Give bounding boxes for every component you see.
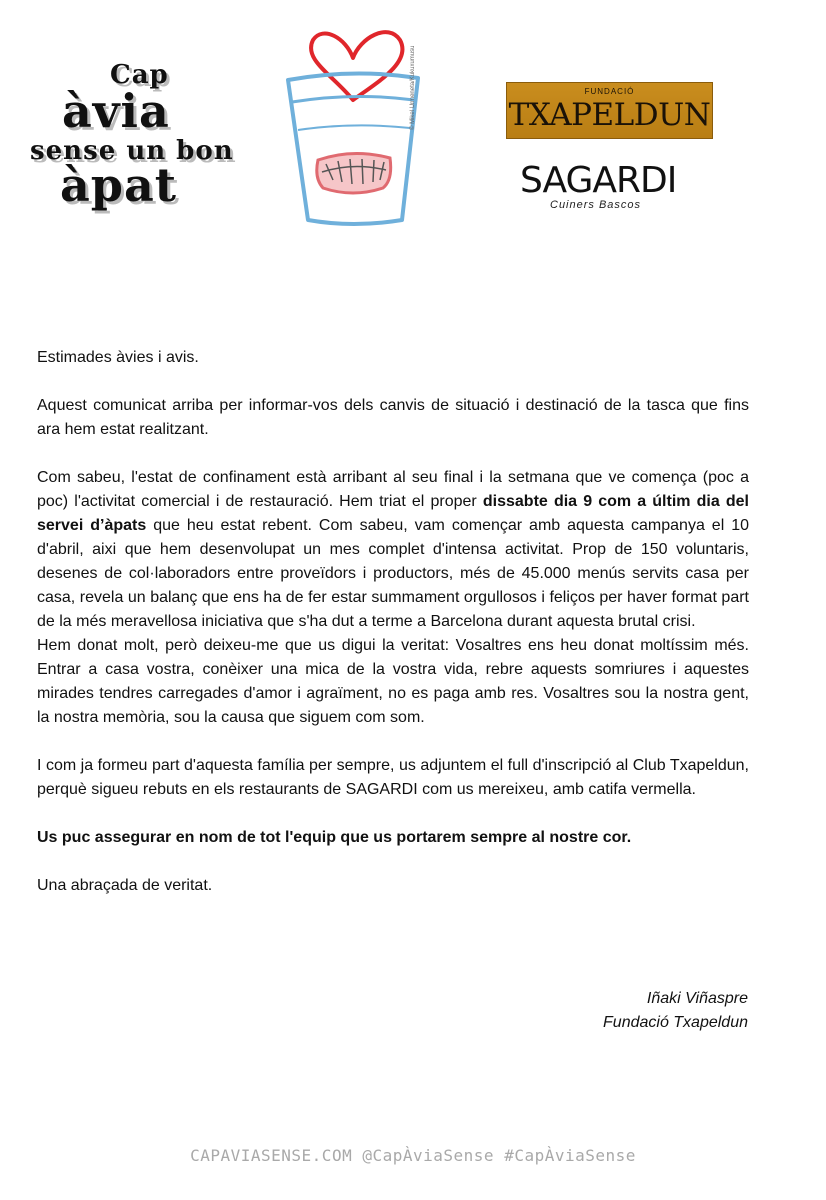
paragraph-intro: Aquest comunicat arriba per informar-vos dels canvis de situació i destinació de la tasca que fins ara hem estat realitzant. xyxy=(37,397,749,438)
paragraph-thanks: Hem donat molt, però deixeu-me que us digui la veritat: Vosaltres ens heu donat moltíssim més. Entrar a casa vostra, conèixer una mica de la vostra vida, rebre aquests somriures i aquestes mirades tendres carregades d'amor i agraïment, no es paga amb res. Vosaltres sou la nostra gent, la nostra memòria, sou la causa que siguem com som. xyxy=(37,637,749,726)
sagardi-logo xyxy=(520,160,695,215)
paragraph-promise xyxy=(37,826,749,850)
letter-header xyxy=(0,0,826,260)
campaign-logo-line: Cap xyxy=(110,60,169,90)
sagardi-logo-main: SAGARDI xyxy=(520,160,677,201)
closing: Una abraçada de veritat. xyxy=(37,877,213,894)
paragraph-end-of-service xyxy=(37,466,749,634)
signature-name: Iñaki Viñaspre xyxy=(646,990,748,1007)
glass-heart-illustration xyxy=(278,30,428,230)
illustration-credit: © Mikel Urmeneta/Kukuxumusu xyxy=(410,45,416,130)
highlighted-date: dissabte dia 9 com a últim dia del servei d’àpats xyxy=(37,493,750,534)
fundacio-txapeldun-logo xyxy=(506,82,713,139)
txapeldun-logo-main: TXAPELDUN xyxy=(508,97,711,133)
greeting: Estimades àvies i avis. xyxy=(37,349,199,366)
campaign-logo-line: àvia xyxy=(62,84,170,138)
heart-icon xyxy=(311,32,402,100)
promise-text: Us puc assegurar en nom de tot l'equip que us portarem sempre al nostre cor. xyxy=(37,829,632,846)
letter-body xyxy=(37,346,749,898)
txapeldun-logo-top: FUNDACIÓ xyxy=(584,87,635,96)
paragraph-text: que heu estat rebent. Com sabeu, vam començar amb aquesta campanya el 10 d'abril, aixi que hem desenvolupat un mes complet d'intensa activitat. Prop de 150 voluntaris, desenes de col·laboradors entre proveïdors i productors, més de 45.000 menús servits casa per casa, revela un balanç que ens ha de fer estar summament orgullosos i feliços per haver format part de la més meravellosa iniciativa que s'ha dut a terme a Barcelona durant aquesta brutal crisi. xyxy=(37,517,750,630)
campaign-logo xyxy=(30,60,270,220)
signature-org: Fundació Txapeldun xyxy=(603,1014,748,1031)
paragraph-club-invite: I com ja formeu part d'aquesta família per sempre, us adjuntem el full d'inscripció al Club Txapeldun, perquè sigueu rebuts en els restaurants de SAGARDI com us mereixeu, amb catifa vermella. xyxy=(37,757,749,798)
footer-links: CAPAVIASENSE.COM @CapÀviaSense #CapÀviaSense xyxy=(190,1146,636,1165)
dentures-icon xyxy=(317,153,391,193)
campaign-logo-line: sense un bon xyxy=(30,136,234,166)
paragraph-text: Com sabeu, l'estat de confinament està arribant al seu final i la setmana que ve comença (poc a poc) l'activitat comercial i de restauració. Hem triat el proper xyxy=(37,469,749,510)
campaign-logo-line: àpat xyxy=(60,158,178,212)
signature xyxy=(603,987,748,1035)
sagardi-logo-sub: Cuiners Bascos xyxy=(550,199,642,211)
